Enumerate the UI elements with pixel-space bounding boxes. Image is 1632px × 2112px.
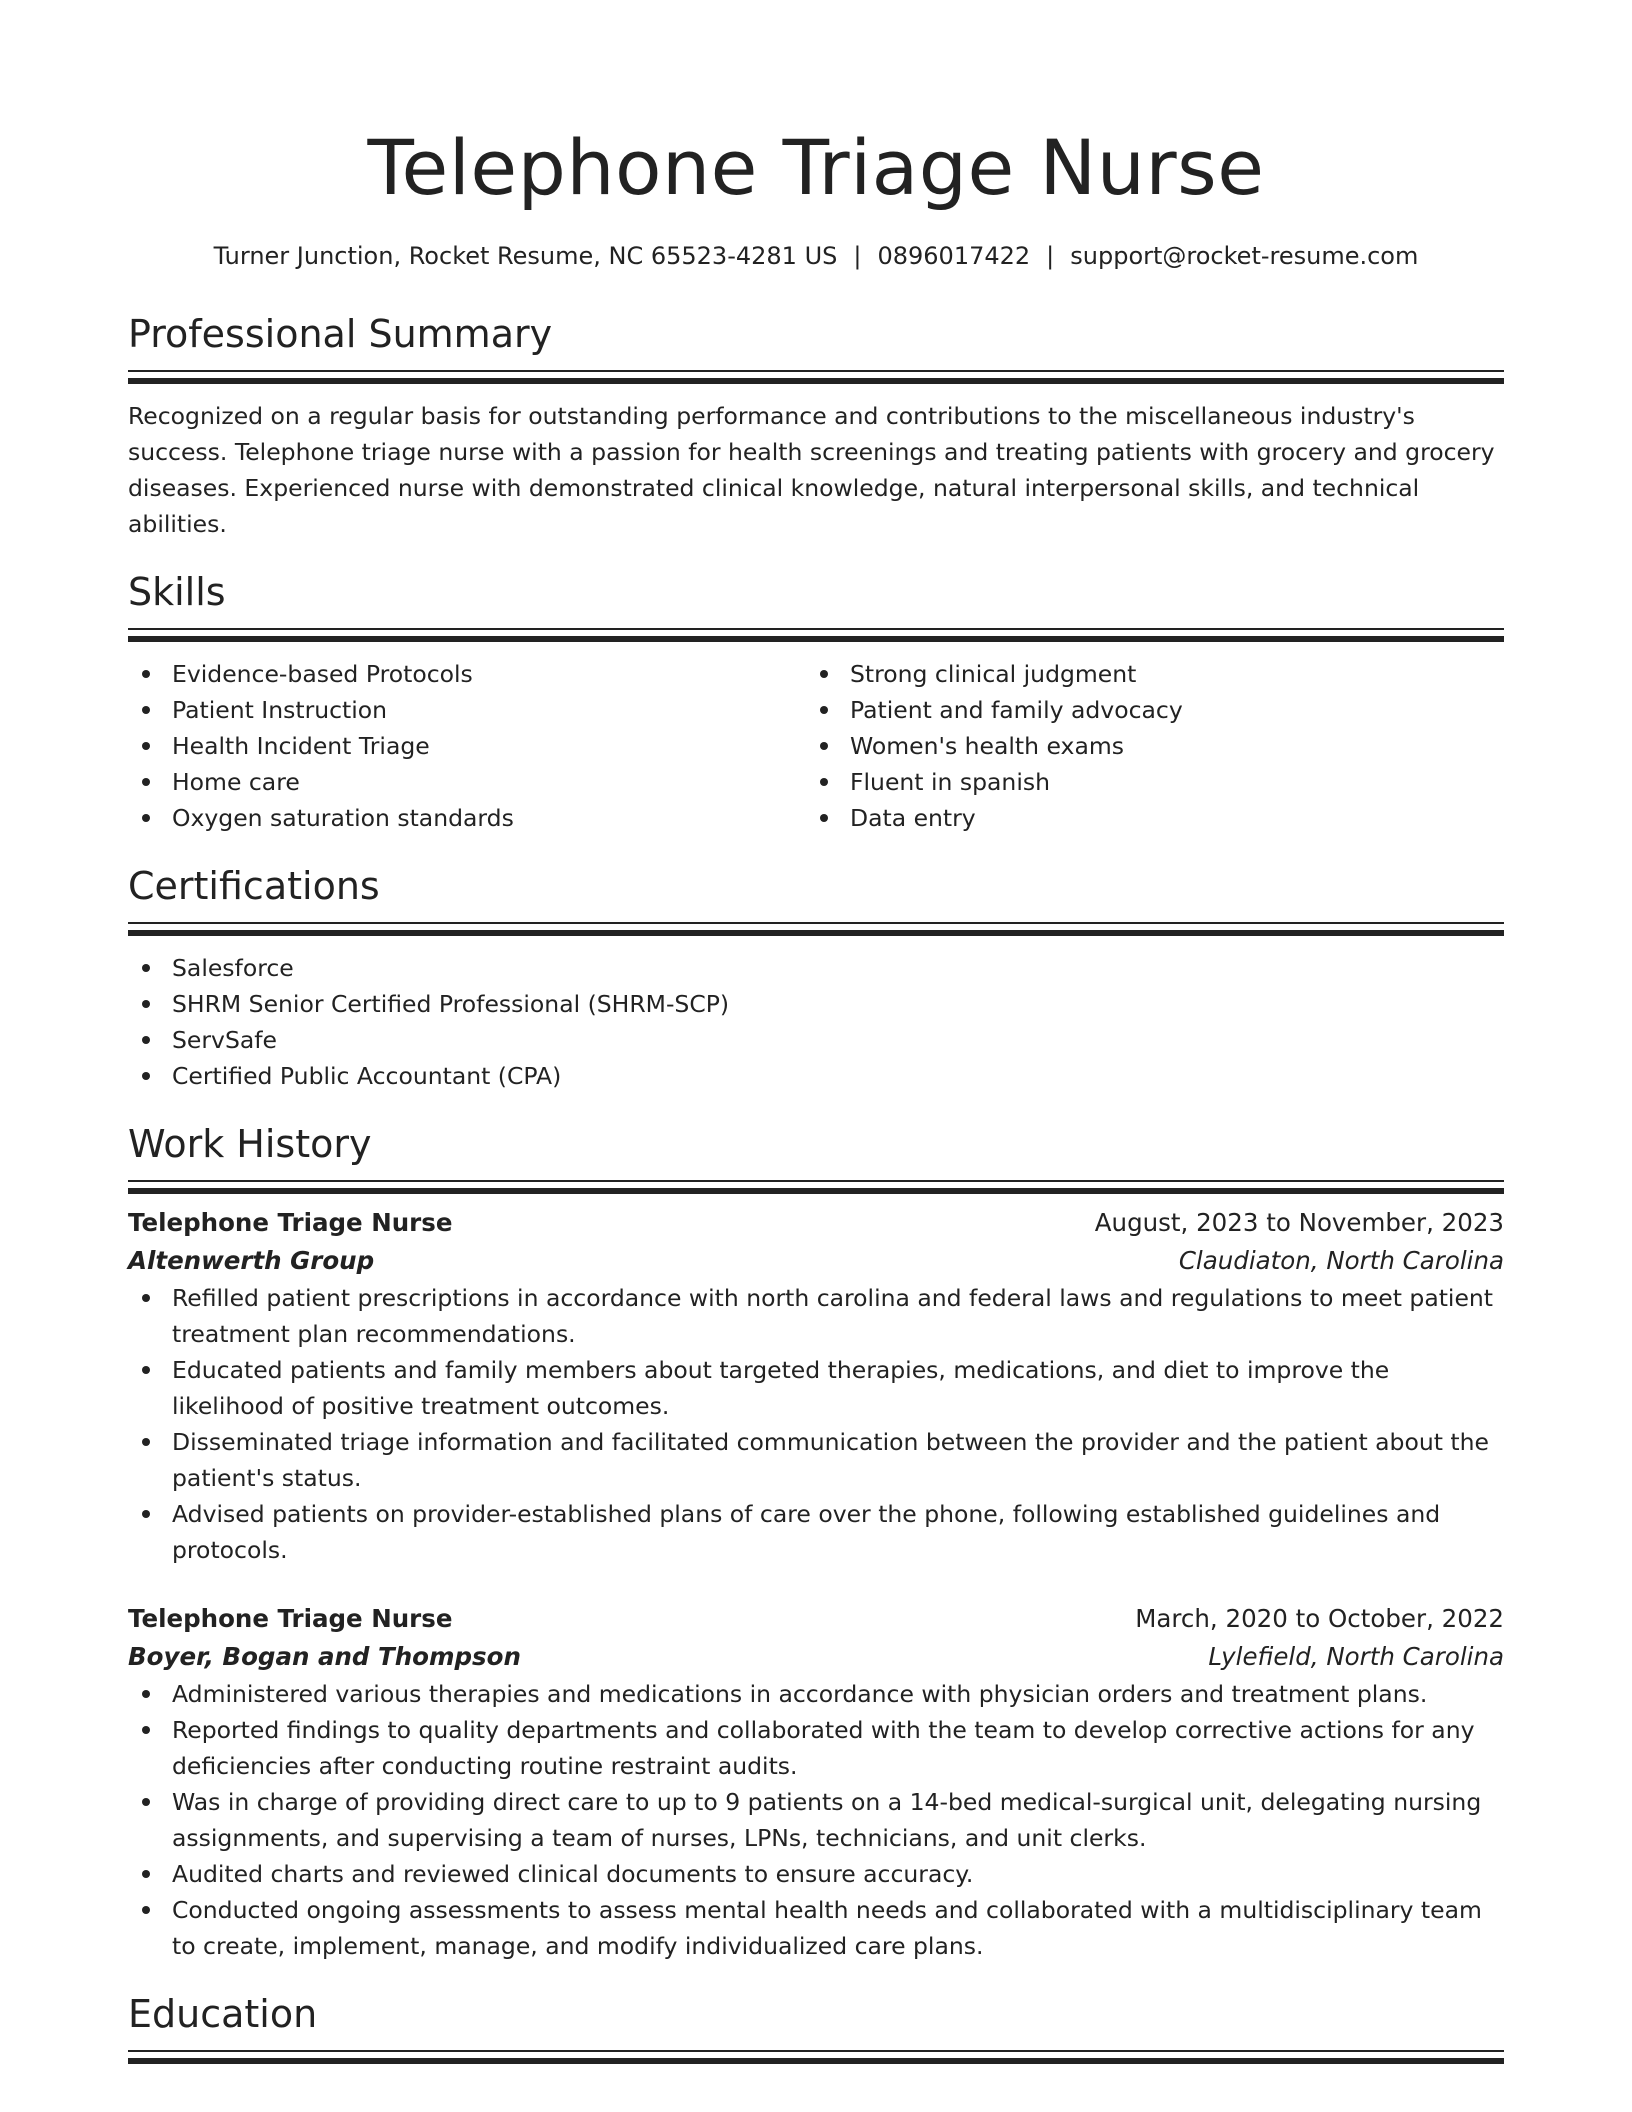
section-divider — [128, 370, 1504, 384]
job-bullet: Disseminated triage information and facilitated communication between the provider and the patient about the patient's status. — [128, 1424, 1504, 1496]
skill-item: Health Incident Triage — [128, 728, 806, 764]
skill-item: Fluent in spanish — [806, 764, 1484, 800]
skill-item: Evidence-based Protocols — [128, 656, 806, 692]
section-divider — [128, 1180, 1504, 1194]
job-dates: August, 2023 to November, 2023 — [1094, 1208, 1504, 1237]
resume-name: Telephone Triage Nurse — [367, 123, 1265, 212]
job-header-row — [128, 1204, 1504, 1242]
section-title-summary: Professional Summary — [128, 312, 553, 356]
section-title-certifications: Certifications — [128, 864, 380, 908]
skills-column-left — [128, 656, 806, 836]
job-title: Telephone Triage Nurse — [128, 1604, 453, 1633]
certification-item: SHRM Senior Certified Professional (SHRM-SCP) — [128, 986, 1504, 1022]
job-bullet: Audited charts and reviewed clinical documents to ensure accuracy. — [128, 1856, 1504, 1892]
section-divider — [128, 2050, 1504, 2064]
job-header-row — [128, 1600, 1504, 1638]
certification-item: Certified Public Accountant (CPA) — [128, 1058, 1504, 1094]
job-title: Telephone Triage Nurse — [128, 1208, 453, 1237]
certification-item: Salesforce — [128, 950, 1504, 986]
job-entry — [128, 1204, 1504, 1568]
section-divider — [128, 922, 1504, 936]
job-bullet: Reported findings to quality departments and collaborated with the team to develop corrective actions for any deficiencies after conducting routine restraint audits. — [128, 1712, 1504, 1784]
job-entry — [128, 1600, 1504, 1964]
contact-line — [128, 240, 1504, 272]
section-divider — [128, 628, 1504, 642]
skill-item: Women's health exams — [806, 728, 1484, 764]
job-bullets — [128, 1280, 1504, 1568]
job-subheader-row — [128, 1242, 1504, 1280]
job-bullet: Refilled patient prescriptions in accordance with north carolina and federal laws and regulations to meet patient treatment plan recommendations. — [128, 1280, 1504, 1352]
section-title-education: Education — [128, 1992, 318, 2036]
job-bullet: Conducted ongoing assessments to assess mental health needs and collaborated with a multidisciplinary team to create, implement, manage, and modify individualized care plans. — [128, 1892, 1504, 1964]
job-dates: March, 2020 to October, 2022 — [1135, 1604, 1504, 1633]
section-title-skills: Skills — [128, 570, 226, 614]
skill-item: Oxygen saturation standards — [128, 800, 806, 836]
skill-item: Strong clinical judgment — [806, 656, 1484, 692]
certifications-list — [128, 950, 1504, 1094]
section-title-work-history: Work History — [128, 1122, 372, 1166]
job-bullet: Educated patients and family members about targeted therapies, medications, and diet to improve the likelihood of positive treatment outcomes. — [128, 1352, 1504, 1424]
contact-phone: 0896017422 — [877, 242, 1031, 270]
contact-separator: | — [1046, 242, 1055, 270]
job-company: Boyer, Bogan and Thompson — [128, 1642, 521, 1671]
contact-separator: | — [853, 242, 862, 270]
skill-item: Home care — [128, 764, 806, 800]
job-bullets — [128, 1676, 1504, 1964]
skill-item: Data entry — [806, 800, 1484, 836]
job-location: Lylefield, North Carolina — [1208, 1642, 1504, 1671]
summary-text: Recognized on a regular basis for outstanding performance and contributions to the miscellaneous industry's success. Telephone triage nurse with a passion for health screenings and treating patients with grocery and grocery diseases. Experienced nurse with demonstrated clinical knowledge, natural interpersonal skills, and technical abilities. — [128, 402, 1495, 538]
contact-address: Turner Junction, Rocket Resume, NC 65523-4281 US — [213, 242, 838, 270]
job-bullet: Was in charge of providing direct care to up to 9 patients on a 14-bed medical-surgical unit, delegating nursing assignments, and supervising a team of nurses, LPNs, technicians, and unit clerks. — [128, 1784, 1504, 1856]
job-bullet: Advised patients on provider-established plans of care over the phone, following established guidelines and protocols. — [128, 1496, 1504, 1568]
skills-column-right — [806, 656, 1484, 836]
skills-grid — [128, 656, 1504, 836]
job-subheader-row — [128, 1638, 1504, 1676]
job-company: Altenwerth Group — [128, 1246, 375, 1275]
skill-item: Patient Instruction — [128, 692, 806, 728]
skill-item: Patient and family advocacy — [806, 692, 1484, 728]
certification-item: ServSafe — [128, 1022, 1504, 1058]
job-bullet: Administered various therapies and medications in accordance with physician orders and treatment plans. — [128, 1676, 1504, 1712]
contact-email: support@rocket-resume.com — [1070, 242, 1419, 270]
job-location: Claudiaton, North Carolina — [1178, 1246, 1504, 1275]
